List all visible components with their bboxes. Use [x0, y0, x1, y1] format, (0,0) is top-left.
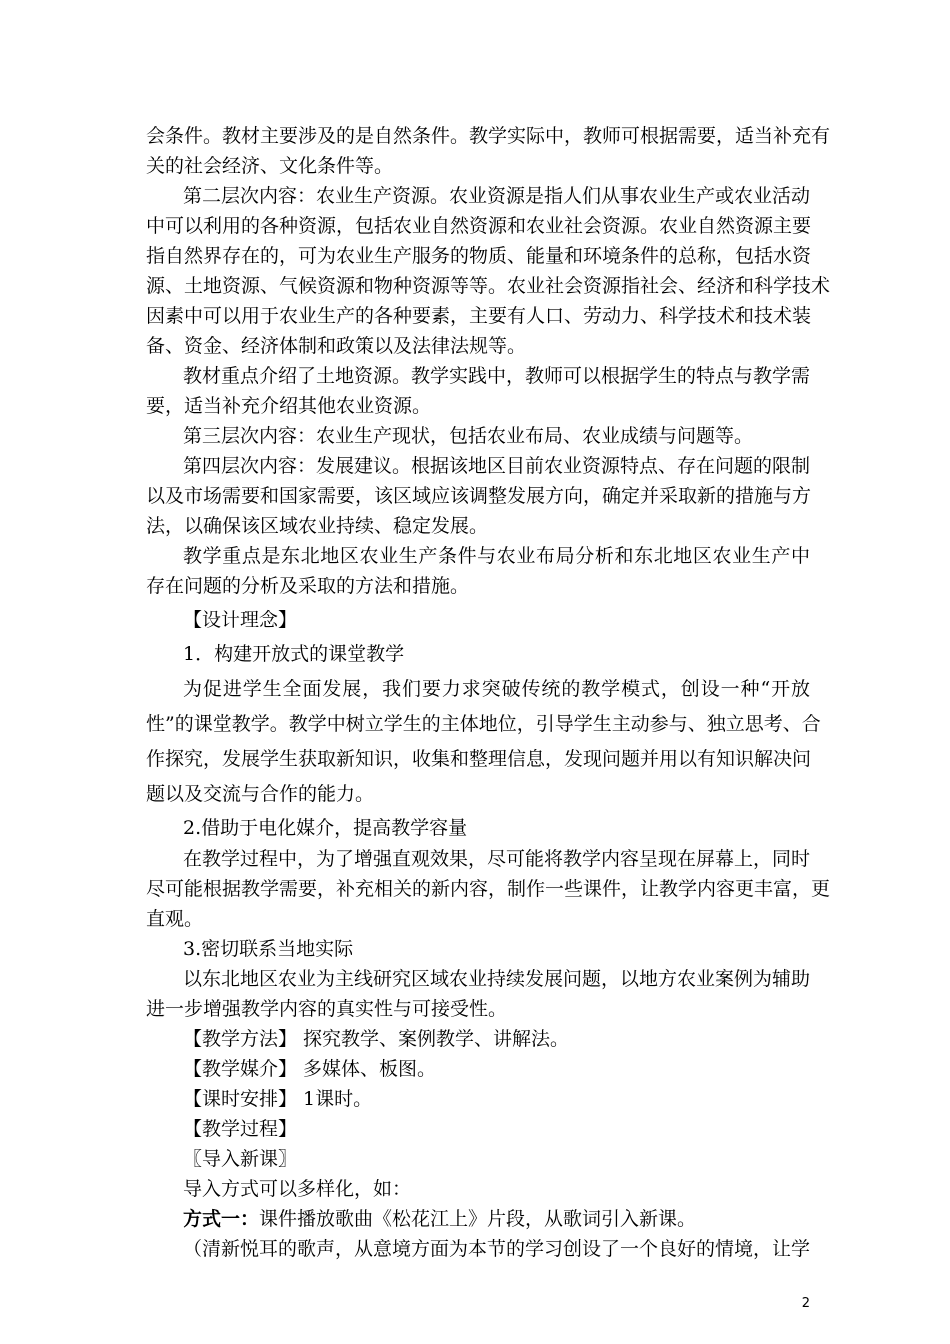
method-one-label: 方式一： [183, 1208, 260, 1230]
text-line: 尽可能根据教学需要，补充相关的新内容，制作一些课件，让教学内容更丰富，更 [146, 878, 831, 900]
page-number: 2 [801, 1296, 810, 1311]
subsection-heading: 2.借助于电化媒介，提高教学容量 [183, 817, 468, 839]
text-line: 教学重点是东北地区农业生产条件与农业布局分析和东北地区农业生产中 [183, 545, 810, 567]
text-line: （清新悦耳的歌声，从意境方面为本节的学习创设了一个良好的情境，让学 [183, 1238, 811, 1260]
section-heading: 【设计理念】 [183, 609, 298, 631]
text-line: 会条件。教材主要涉及的是自然条件。教学实际中，教师可根据需要，适当补充有 [146, 125, 831, 147]
text-line: 为促进学生全面发展，我们要力求突破传统的教学模式，创设一种“开放 [183, 678, 810, 700]
class-hours: 【课时安排】 1课时。 [183, 1088, 373, 1110]
text-line: 存在问题的分析及采取的方法和措施。 [146, 575, 470, 597]
text-line: 第二层次内容：农业生产资源。农业资源是指人们从事农业生产或农业活动 [183, 185, 811, 207]
text-line: 作探究，发展学生获取新知识，收集和整理信息，发现问题并用以有知识解决问 [146, 748, 812, 770]
text-line: 教材重点介绍了土地资源。教学实践中，教师可以根据学生的特点与教学需 [183, 365, 811, 387]
text-line: 法，以确保该区域农业持续、稳定发展。 [146, 515, 489, 537]
text-line: 以及市场需要和国家需要，该区域应该调整发展方向，确定并采取新的措施与方 [146, 485, 812, 507]
text-line: 因素中可以用于农业生产的各种要素，主要有人口、劳动力、科学技术和技术装 [146, 305, 812, 327]
text-line: 关的社会经济、文化条件等。 [146, 155, 394, 177]
section-heading: 【教学过程】 [183, 1118, 298, 1140]
text-line: 进一步增强教学内容的真实性与可接受性。 [146, 998, 508, 1020]
method-one-line [183, 1206, 810, 1232]
subsection-heading: 3.密切联系当地实际 [183, 938, 354, 960]
text-line: 要，适当补充介绍其他农业资源。 [146, 395, 432, 417]
text-line: 题以及交流与合作的能力。 [146, 783, 375, 805]
subsection-heading: 1．构建开放式的课堂教学 [183, 643, 405, 665]
text-line: 性”的课堂教学。教学中树立学生的主体地位，引导学生主动参与、独立思考、合 [146, 713, 821, 735]
text-line: 源、土地资源、气候资源和物种资源等等。农业社会资源指社会、经济和科学技术 [146, 275, 831, 297]
text-line: 在教学过程中，为了增强直观效果，尽可能将教学内容呈现在屏幕上，同时 [183, 848, 811, 870]
text-line: 指自然界存在的，可为农业生产服务的物质、能量和环境条件的总称，包括水资 [146, 245, 812, 267]
text-line: 以东北地区农业为主线研究区域农业持续发展问题，以地方农业案例为辅助 [183, 968, 811, 990]
text-line: 导入方式可以多样化，如： [183, 1178, 412, 1200]
method-one-text: 课件播放歌曲《松花江上》片段，从歌词引入新课。 [259, 1208, 697, 1230]
teaching-method: 【教学方法】 探究教学、案例教学、讲解法。 [183, 1028, 570, 1050]
text-line: 直观。 [146, 908, 204, 930]
text-line: 第四层次内容：发展建议。根据该地区目前农业资源特点、存在问题的限制 [183, 455, 811, 477]
subsection-heading: 〖导入新课〗 [183, 1148, 298, 1170]
text-line: 第三层次内容：农业生产现状，包括农业布局、农业成绩与问题等。 [183, 425, 754, 447]
text-line: 备、资金、经济体制和政策以及法律法规等。 [146, 335, 527, 357]
teaching-media: 【教学媒介】 多媒体、板图。 [183, 1058, 437, 1080]
text-line: 中可以利用的各种资源，包括农业自然资源和农业社会资源。农业自然资源主要 [146, 215, 812, 237]
